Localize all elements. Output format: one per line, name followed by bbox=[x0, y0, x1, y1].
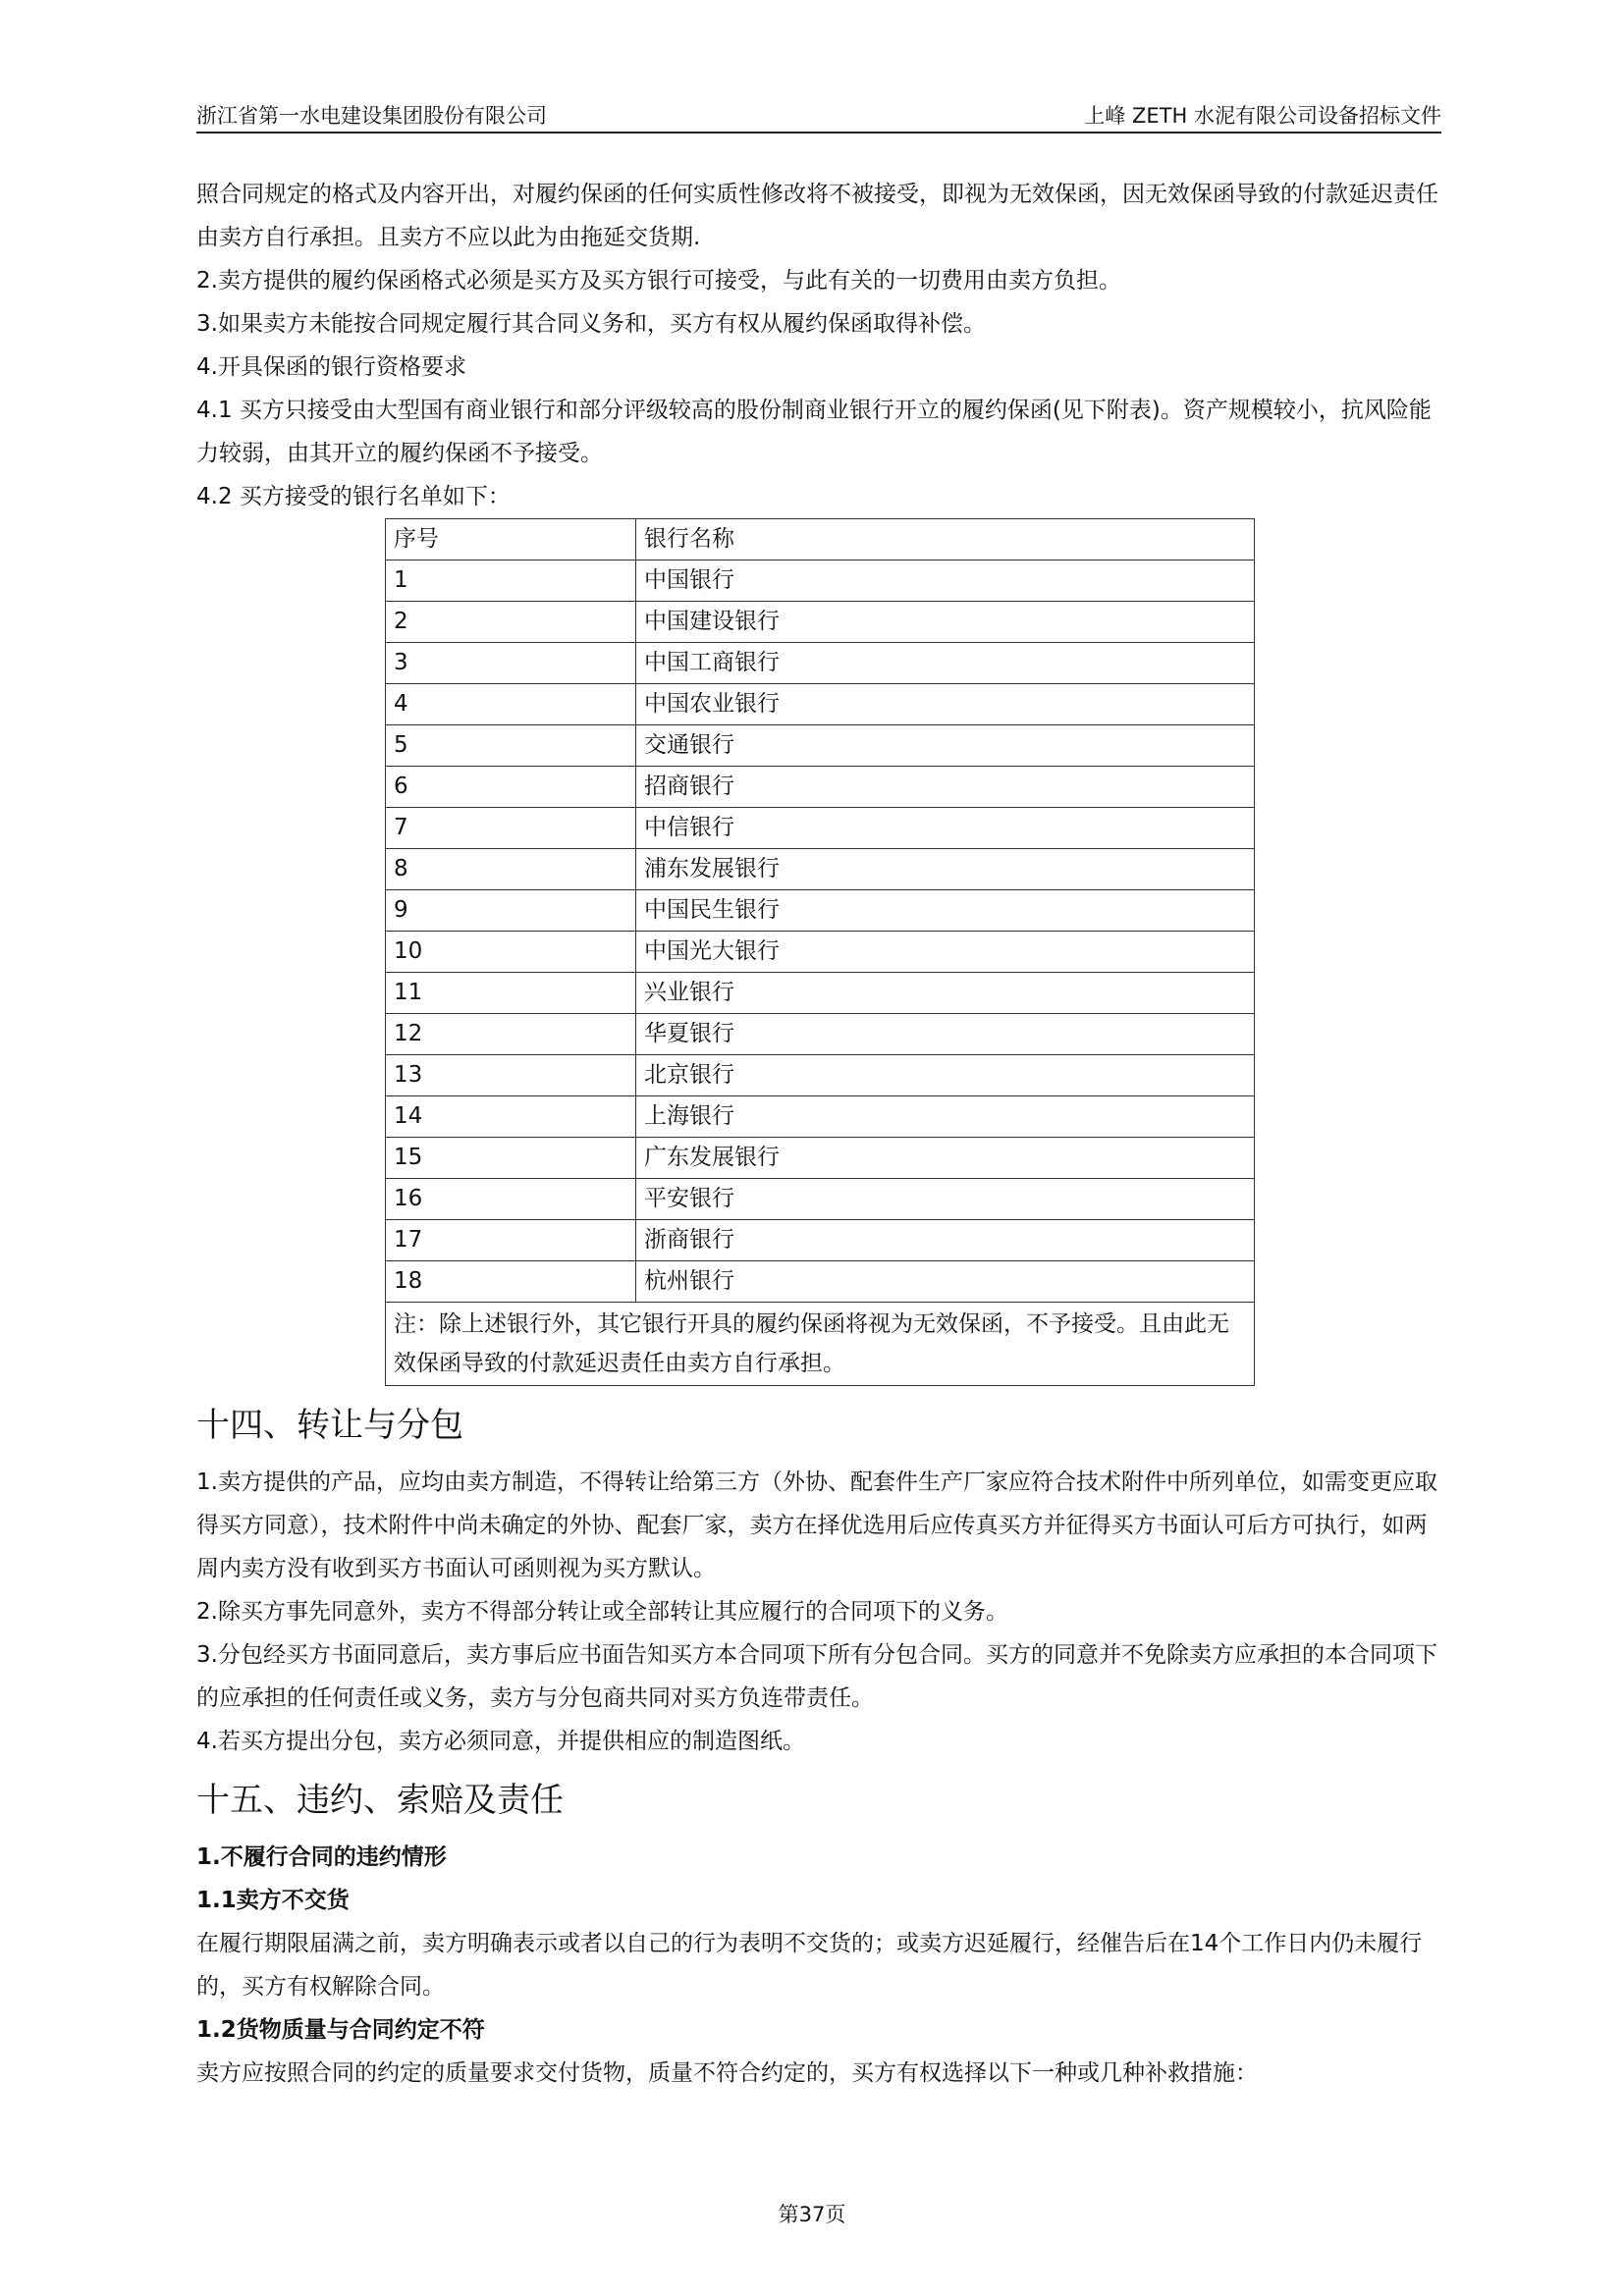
table-row bbox=[386, 1179, 1255, 1220]
bank-index-cell: 9 bbox=[386, 890, 636, 932]
bank-name-cell: 中国银行 bbox=[636, 561, 1255, 602]
table-row bbox=[386, 849, 1255, 890]
bank-index-cell: 18 bbox=[386, 1261, 636, 1303]
table-row bbox=[386, 1096, 1255, 1138]
bank-index-cell: 2 bbox=[386, 602, 636, 643]
table-row bbox=[386, 932, 1255, 973]
table-note: 注：除上述银行外，其它银行开具的履约保函将视为无效保函，不予接受。且由此无效保函导致的付款延迟责任由卖方自行承担。 bbox=[386, 1303, 1255, 1386]
bank-name-cell: 中国民生银行 bbox=[636, 890, 1255, 932]
paragraph: 卖方应按照合同的约定的质量要求交付货物，质量不符合约定的，买方有权选择以下一种或几种补救措施： bbox=[196, 2060, 1258, 2086]
table-row bbox=[386, 561, 1255, 602]
paragraph: 4.开具保函的银行资格要求 bbox=[196, 354, 466, 380]
header-document-title: 上峰 ZETH 水泥有限公司设备招标文件 bbox=[1084, 104, 1441, 128]
bank-index-cell: 8 bbox=[386, 849, 636, 890]
section-14-title: 十四、转让与分包 bbox=[196, 1406, 463, 1445]
subheading: 1.1卖方不交货 bbox=[196, 1888, 350, 1913]
paragraph: 在履行期限届满之前，卖方明确表示或者以自己的行为表明不交货的；或卖方迟延履行，经催告后在14个工作日内仍未履行的，买方有权解除合同。 bbox=[196, 1931, 1423, 2000]
bank-name-cell: 浦东发展银行 bbox=[636, 849, 1255, 890]
bank-index-cell: 3 bbox=[386, 643, 636, 684]
paragraph: 3.如果卖方未能按合同规定履行其合同义务和，买方有权从履约保函取得补偿。 bbox=[196, 311, 986, 337]
bank-index-cell: 13 bbox=[386, 1055, 636, 1096]
subheading: 1.不履行合同的违约情形 bbox=[196, 1844, 447, 1870]
section-15-title: 十五、违约、索赔及责任 bbox=[196, 1781, 564, 1820]
bank-name-cell: 广东发展银行 bbox=[636, 1138, 1255, 1179]
paragraph: 照合同规定的格式及内容开出，对履约保函的任何实质性修改将不被接受，即视为无效保函，因无效保函导致的付款延迟责任由卖方自行承担。且卖方不应以此为由拖延交货期. bbox=[196, 182, 1438, 250]
paragraph: 4.1 买方只接受由大型国有商业银行和部分评级较高的股份制商业银行开立的履约保函(见下附表)。资产规模较小，抗风险能力较弱，由其开立的履约保函不予接受。 bbox=[196, 398, 1432, 466]
bank-name-cell: 华夏银行 bbox=[636, 1014, 1255, 1055]
table-row bbox=[386, 890, 1255, 932]
column-header-index: 序号 bbox=[386, 519, 636, 561]
column-header-bank-name: 银行名称 bbox=[636, 519, 1255, 561]
bank-index-cell: 5 bbox=[386, 725, 636, 767]
paragraph: 1.卖方提供的产品，应均由卖方制造，不得转让给第三方（外协、配套件生产厂家应符合技术附件中所列单位，如需变更应取得买方同意），技术附件中尚未确定的外协、配套厂家，卖方在择优选用后应传真买方并征得买方书面认可后方可执行，如两周内卖方没有收到买方书面认可函则视为买方默认。 bbox=[196, 1469, 1437, 1581]
bank-index-cell: 6 bbox=[386, 767, 636, 808]
bank-name-cell: 上海银行 bbox=[636, 1096, 1255, 1138]
paragraph: 3.分包经买方书面同意后，卖方事后应书面告知买方本合同项下所有分包合同。买方的同意并不免除卖方应承担的本合同项下的应承担的任何责任或义务，卖方与分包商共同对买方负连带责任。 bbox=[196, 1642, 1437, 1711]
paragraph: 4.2 买方接受的银行名单如下： bbox=[196, 484, 511, 509]
bank-list-table bbox=[385, 518, 1255, 1386]
table-row bbox=[386, 973, 1255, 1014]
subheading: 1.2货物质量与合同约定不符 bbox=[196, 2017, 485, 2043]
table-row bbox=[386, 725, 1255, 767]
bank-index-cell: 15 bbox=[386, 1138, 636, 1179]
bank-index-cell: 10 bbox=[386, 932, 636, 973]
bank-name-cell: 中信银行 bbox=[636, 808, 1255, 849]
bank-name-cell: 中国建设银行 bbox=[636, 602, 1255, 643]
bank-index-cell: 4 bbox=[386, 684, 636, 725]
paragraph: 2.除买方事先同意外，卖方不得部分转让或全部转让其应履行的合同项下的义务。 bbox=[196, 1599, 1008, 1625]
page-number: 第37页 bbox=[778, 2203, 846, 2226]
page-header bbox=[196, 94, 1441, 133]
paragraph: 2.卖方提供的履约保函格式必须是买方及买方银行可接受，与此有关的一切费用由卖方负担。 bbox=[196, 268, 1121, 294]
table-header-row bbox=[386, 519, 1255, 561]
page-content bbox=[196, 173, 1441, 2095]
bank-name-cell: 中国工商银行 bbox=[636, 643, 1255, 684]
bank-name-cell: 杭州银行 bbox=[636, 1261, 1255, 1303]
table-row bbox=[386, 1138, 1255, 1179]
bank-name-cell: 中国光大银行 bbox=[636, 932, 1255, 973]
bank-index-cell: 1 bbox=[386, 561, 636, 602]
bank-name-cell: 北京银行 bbox=[636, 1055, 1255, 1096]
table-row bbox=[386, 808, 1255, 849]
table-row bbox=[386, 1014, 1255, 1055]
table-row bbox=[386, 684, 1255, 725]
bank-index-cell: 11 bbox=[386, 973, 636, 1014]
bank-name-cell: 交通银行 bbox=[636, 725, 1255, 767]
bank-index-cell: 16 bbox=[386, 1179, 636, 1220]
bank-name-cell: 浙商银行 bbox=[636, 1220, 1255, 1261]
table-row bbox=[386, 1055, 1255, 1096]
table-row bbox=[386, 602, 1255, 643]
bank-name-cell: 中国农业银行 bbox=[636, 684, 1255, 725]
bank-name-cell: 兴业银行 bbox=[636, 973, 1255, 1014]
bank-name-cell: 平安银行 bbox=[636, 1179, 1255, 1220]
table-row bbox=[386, 1261, 1255, 1303]
table-note-row bbox=[386, 1303, 1255, 1386]
header-company: 浙江省第一水电建设集团股份有限公司 bbox=[196, 104, 547, 128]
table-row bbox=[386, 767, 1255, 808]
bank-index-cell: 14 bbox=[386, 1096, 636, 1138]
table-row bbox=[386, 643, 1255, 684]
paragraph: 4.若买方提出分包，卖方必须同意，并提供相应的制造图纸。 bbox=[196, 1729, 805, 1754]
table-row bbox=[386, 1220, 1255, 1261]
bank-index-cell: 12 bbox=[386, 1014, 636, 1055]
bank-index-cell: 7 bbox=[386, 808, 636, 849]
bank-index-cell: 17 bbox=[386, 1220, 636, 1261]
bank-name-cell: 招商银行 bbox=[636, 767, 1255, 808]
